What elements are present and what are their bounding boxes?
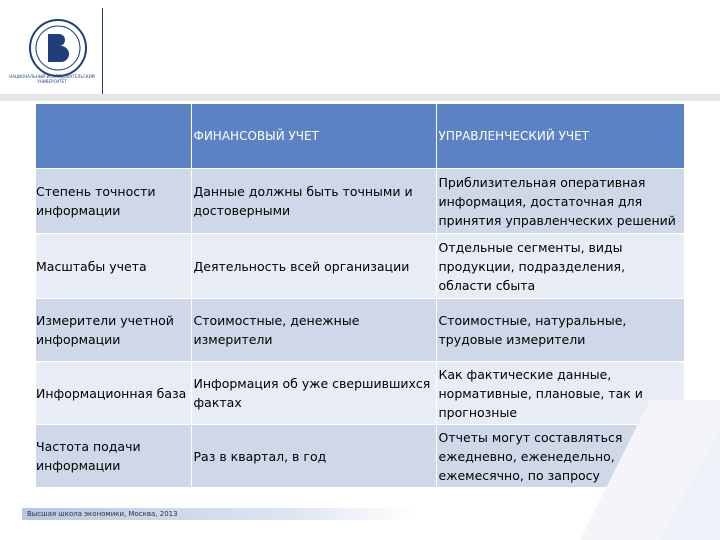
- row-financial-value: Информация об уже свершившихся фактах: [191, 362, 436, 425]
- row-criterion: Измерители учетной информации: [36, 299, 191, 362]
- header-cell-empty: [36, 104, 191, 169]
- table-row: [36, 234, 684, 299]
- row-management-value: Отдельные сегменты, виды продукции, подразделения, области сбыта: [436, 234, 684, 299]
- row-management-value: Приблизительная оперативная информация, достаточная для принятия управленческих решений: [436, 169, 684, 234]
- header-cell-financial: ФИНАНСОВЫЙ УЧЕТ: [191, 104, 436, 169]
- row-financial-value: Раз в квартал, в год: [191, 425, 436, 488]
- row-financial-value: Стоимостные, денежные измерители: [191, 299, 436, 362]
- row-financial-value: Данные должны быть точными и достоверными: [191, 169, 436, 234]
- table-row: [36, 169, 684, 234]
- row-financial-value: Деятельность всей организации: [191, 234, 436, 299]
- watermark-graphic: [540, 340, 720, 540]
- footer-bar: Высшая школа экономики, Москва, 2013: [22, 508, 414, 520]
- row-criterion: Информационная база: [36, 362, 191, 425]
- header-divider: [102, 8, 103, 94]
- row-criterion: Частота подачи информации: [36, 425, 191, 488]
- row-criterion: Степень точности информации: [36, 169, 191, 234]
- top-rule: [0, 94, 720, 101]
- row-criterion: Масштабы учета: [36, 234, 191, 299]
- table-header-row: [36, 104, 684, 169]
- row-management-value: Как фактические данные, нормативные, плановые, так и прогнозные: [436, 362, 684, 425]
- header-cell-management: УПРАВЛЕНЧЕСКИЙ УЧЕТ: [436, 104, 684, 169]
- logo-subtitle: НАЦИОНАЛЬНЫЙ ИССЛЕДОВАТЕЛЬСКИЙ УНИВЕРСИТЕТ: [9, 74, 95, 84]
- row-management-value: Отчеты могут составляться ежедневно, еженедельно, ежемесячно, по запросу: [436, 425, 684, 488]
- row-management-value: Стоимостные, натуральные, трудовые измерители: [436, 299, 684, 362]
